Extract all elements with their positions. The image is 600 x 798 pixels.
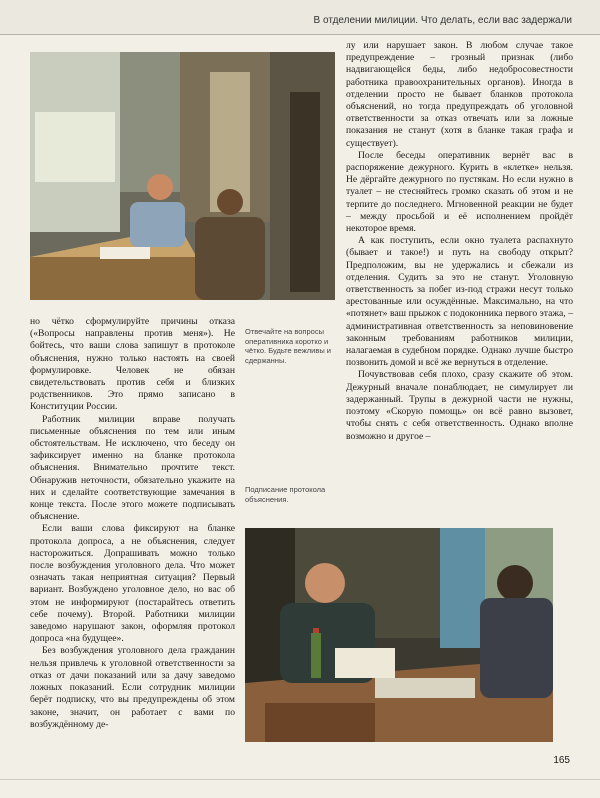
footer-rule (0, 779, 600, 780)
paragraph: Если ваши слова фиксируют на бланке протокола допроса, а не объяснения, следует насторожиться. Допрашивать можно только после возбуждения уголовного дела. Что может означать такая неприятная ситуация? Первый вариант. Возбуждено уголовное дело, но вас об этом не информируют (постарайтесь ответить себе почему). Второй. Работники милиции заведомо нарушают закон, оформляя протокол допроса «на будущее». (30, 523, 235, 645)
right-text-column (346, 40, 573, 443)
page-number: 165 (553, 755, 570, 766)
photo-office-interview (30, 52, 335, 300)
paragraph: А как поступить, если окно туалета распахнуто (бывает и такое!) и путь на свободу открыт? Предположим, вы не удержались и сбежали из отделения. Судить за это не станут. Уголовную ответственность за побег из-под стражи несут только арестованные или осуждённые. Максимально, на что «потянет» ваш прыжок с подоконника первого этажа, – административная ответственность за неповиновение законным требованиям работников милиции, налагаемая в судебном порядке. Однако лучше быстро позвонить домой и всё же вернуться в отделение. (346, 235, 573, 369)
photo-signing-protocol (245, 528, 553, 742)
running-header (0, 0, 600, 35)
paragraph: лу или нарушает закон. В любом случае такое предупреждение – грозный признак (либо надвигающейся беды, либо недобросовестности работника правоохранительных органов). Иногда в отделении просто не бывает бланков протокола объяснений, но тогда предупреждать об уголовной ответственности за отказ отвечать или за ложные показания не станут (хотя в бланке такая графа и существует). (346, 40, 573, 149)
paragraph: Без возбуждения уголовного дела гражданин нельзя привлечь к уголовной ответственности за отказ от дачи показаний или за дачу заведомо ложных показаний. Если сотрудник милиции берёт подписку, что вы предупреждены об этом законе, значит, он работает с вами по возбуждённому де- (30, 645, 235, 730)
photo-caption-interview: Отвечайте на вопросы оперативника коротко и чётко. Будьте вежливы и сдержанны. (245, 327, 331, 365)
photo-caption-signing: Подписание протокола объяснения. (245, 485, 326, 504)
paragraph: Работник милиции вправе получать письменные объяснения по тем или иным обстоятельствам. Не исключено, что беседу он зафиксирует именно на бланке протокола объяснения. Внимательно прочтите текст. Обнаружив неточности, обязательно укажите на них и сделайте соответствующие замечания в конце текста. После этого можете подписывать объяснение. (30, 413, 235, 523)
paragraph: но чётко сформулируйте причины отказа («Вопросы направлены против меня»). Не бойтесь, что ваши слова запишут в протоколе объяснения, нужно только настоять на своей формулировке. Человек не обязан свидетельствовать против себя и близких родственников. Это прямо записано в Конституции России. (30, 316, 235, 413)
running-header-title: В отделении милиции. Что делать, если вас задержали (313, 15, 572, 26)
paragraph: После беседы оперативник вернёт вас в распоряжение дежурного. Курить в «клетке» нельзя. Не дёргайте дежурного по пустякам. Но если нужно в туалет – не стесняйтесь громко сказать об этом и не терпите до последнего. Мгновенной реакции не будет – между просьбой и её исполнением пройдёт некоторое время. (346, 149, 573, 235)
left-text-column (30, 316, 235, 731)
paragraph: Почувствовав себя плохо, сразу скажите об этом. Дежурный вначале понаблюдает, не симулирует ли задержанный. Трупы в дежурной части не нужны, поэтому «Скорую помощь» он всё равно вызовет, чтобы снять с себя ответственность. Однако вполне возможно и другое – (346, 369, 573, 442)
